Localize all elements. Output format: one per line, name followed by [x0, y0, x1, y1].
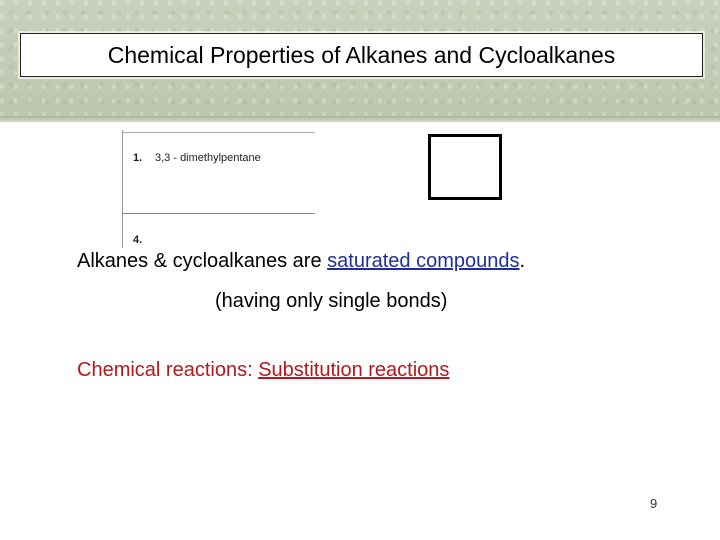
list-top-rule: [123, 132, 315, 133]
saturated-statement: [77, 250, 525, 273]
reactions-statement: [77, 359, 449, 382]
list-mid-rule: [123, 213, 315, 214]
page-number: 9: [650, 496, 658, 511]
substitution-reactions-link[interactable]: Substitution reactions: [258, 359, 450, 381]
cyclobutane-structure: [428, 134, 502, 200]
single-bonds-note: (having only single bonds): [215, 290, 448, 312]
saturated-compounds-link[interactable]: saturated compounds: [327, 250, 520, 272]
embedded-list-image: [122, 130, 316, 248]
list-item-4-number: 4.: [133, 234, 143, 246]
title-box: [20, 33, 703, 77]
saturated-suffix: .: [519, 250, 526, 272]
list-item-1-text: 3,3 - dimethylpentane: [155, 152, 261, 164]
banner-divider: [0, 116, 720, 122]
saturated-prefix: Alkanes & cycloalkanes are: [77, 250, 328, 272]
slide-title: Chemical Properties of Alkanes and Cycloalkanes: [107, 41, 616, 68]
list-item-1: [133, 152, 261, 164]
reactions-prefix: Chemical reactions:: [77, 359, 259, 381]
list-item-1-number: 1.: [133, 152, 143, 164]
